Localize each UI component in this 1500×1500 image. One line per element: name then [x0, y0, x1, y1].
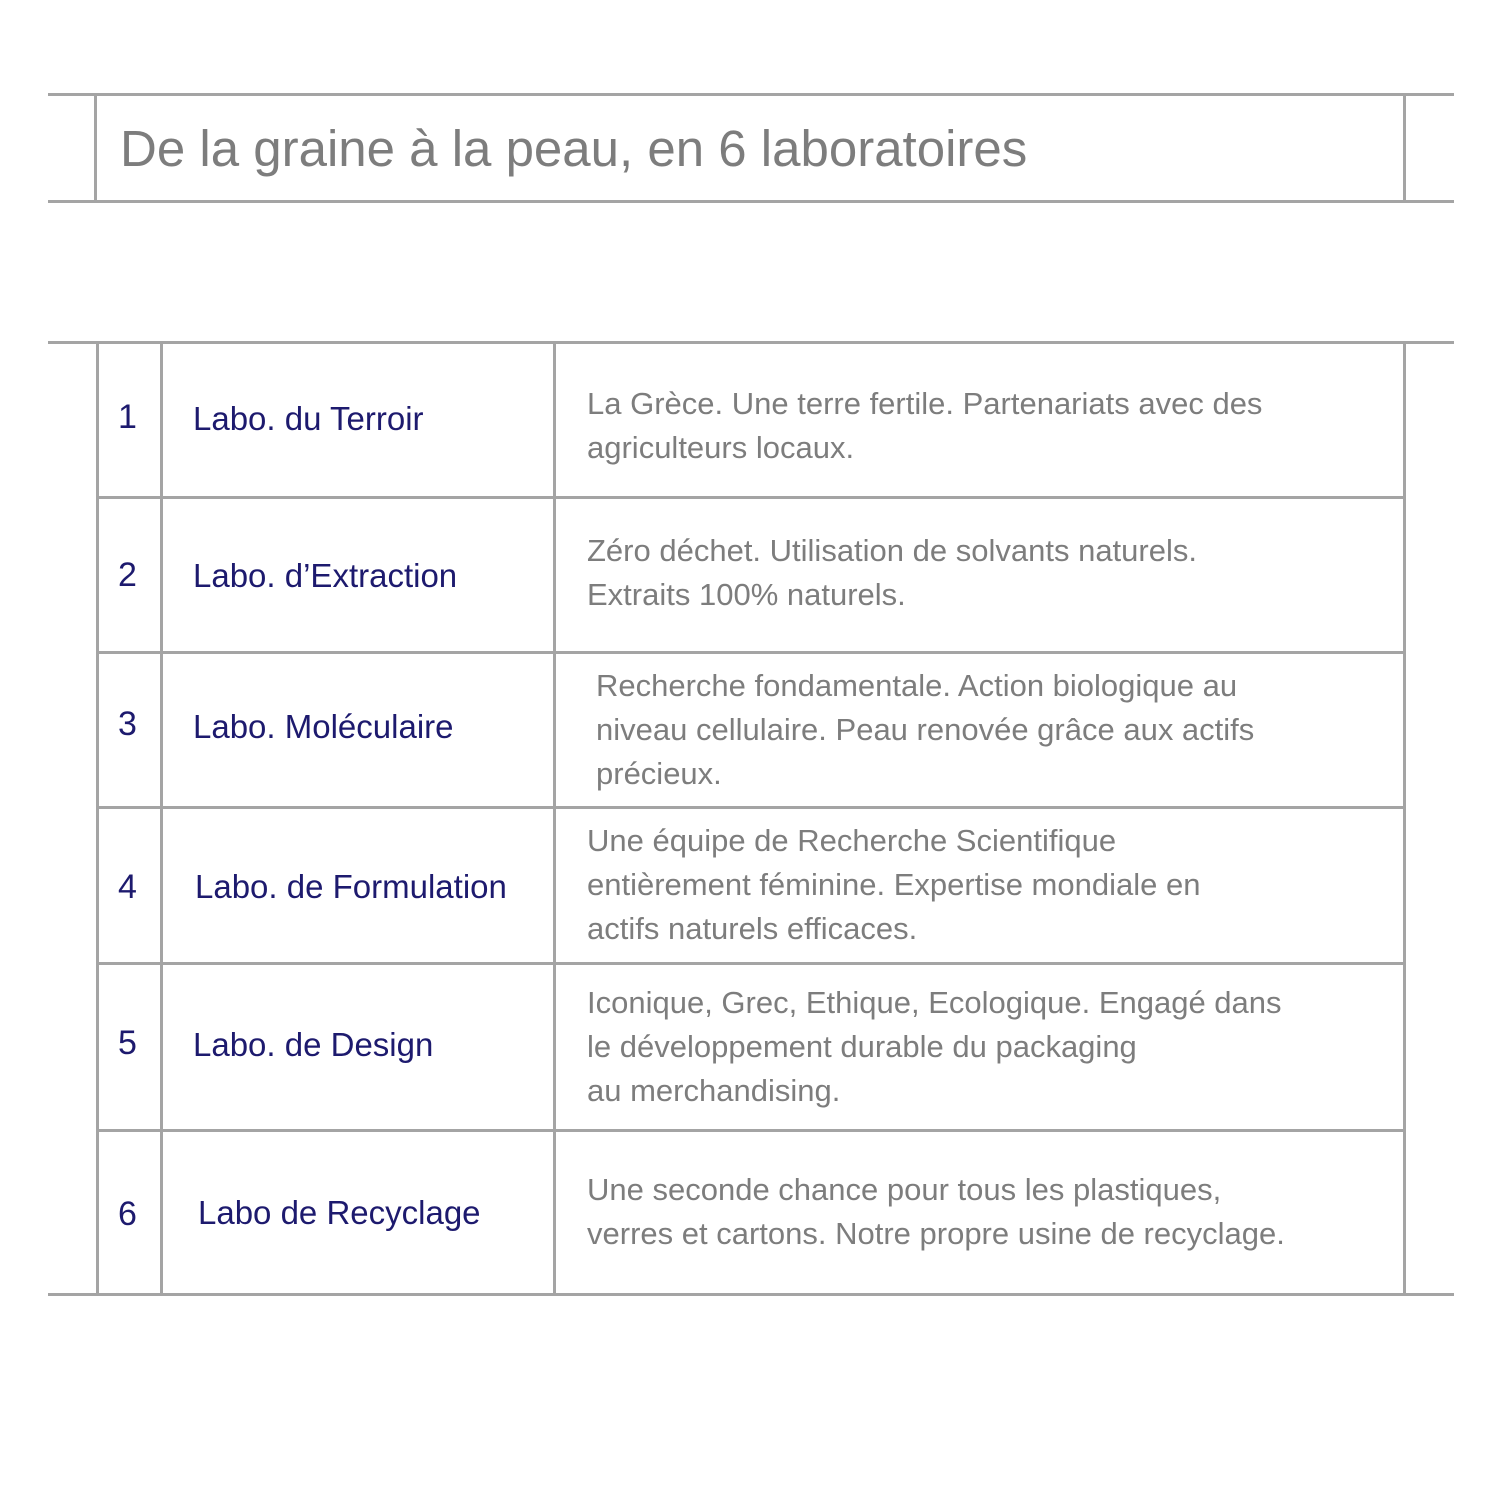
row-number: 4 [118, 867, 137, 906]
description-line: Extraits 100% naturels. [587, 577, 906, 612]
row-divider [97, 1129, 1406, 1132]
description-line: actifs naturels efficaces. [587, 911, 918, 946]
table-bottom-rule [48, 1293, 1454, 1296]
row-number: 1 [118, 397, 137, 436]
page-title: De la graine à la peau, en 6 laboratoires [120, 120, 1028, 177]
row-description [587, 819, 1387, 951]
header-right-rule [1403, 93, 1406, 203]
header-top-rule [48, 93, 1454, 96]
description-line: le développement durable du packaging [587, 1029, 1137, 1064]
row-label: Labo. du Terroir [193, 400, 424, 437]
description-line: niveau cellulaire. Peau renovée grâce aux actifs [596, 712, 1255, 747]
row-description [587, 529, 1387, 617]
row-label: Labo. Moléculaire [193, 708, 454, 745]
row-number: 6 [118, 1194, 137, 1233]
header-left-rule [94, 93, 97, 203]
row-label: Labo. de Formulation [195, 868, 507, 905]
row-description [587, 382, 1387, 470]
description-line: La Grèce. Une terre fertile. Partenariats avec des [587, 386, 1263, 421]
row-label: Labo. d’Extraction [193, 557, 458, 594]
description-line: Une équipe de Recherche Scientifique [587, 823, 1117, 858]
row-description [587, 981, 1387, 1113]
row-divider [97, 806, 1406, 809]
description-line: précieux. [596, 756, 722, 791]
table-top-rule [48, 341, 1454, 344]
row-label: Labo de Recyclage [198, 1194, 481, 1231]
row-divider [97, 651, 1406, 654]
row-divider [97, 496, 1406, 499]
row-number: 3 [118, 704, 137, 743]
description-line: Une seconde chance pour tous les plastiques, [587, 1172, 1222, 1207]
table-left-rule [96, 341, 99, 1296]
description-line: agriculteurs locaux. [587, 430, 855, 465]
header-bottom-rule [48, 200, 1454, 203]
description-line: entièrement féminine. Expertise mondiale en [587, 867, 1201, 902]
row-number: 5 [118, 1023, 137, 1062]
description-line: au merchandising. [587, 1073, 841, 1108]
description-line: Zéro déchet. Utilisation de solvants naturels. [587, 533, 1197, 568]
row-description [587, 1168, 1387, 1256]
description-line: Iconique, Grec, Ethique, Ecologique. Engagé dans [587, 985, 1282, 1020]
row-number: 2 [118, 555, 137, 594]
row-description [596, 664, 1396, 796]
table-right-rule [1403, 341, 1406, 1296]
description-line: Recherche fondamentale. Action biologique au [596, 668, 1238, 703]
label-column-rule [553, 341, 556, 1296]
description-line: verres et cartons. Notre propre usine de recyclage. [587, 1216, 1285, 1251]
number-column-rule [160, 341, 163, 1296]
row-divider [97, 962, 1406, 965]
row-label: Labo. de Design [193, 1026, 434, 1063]
